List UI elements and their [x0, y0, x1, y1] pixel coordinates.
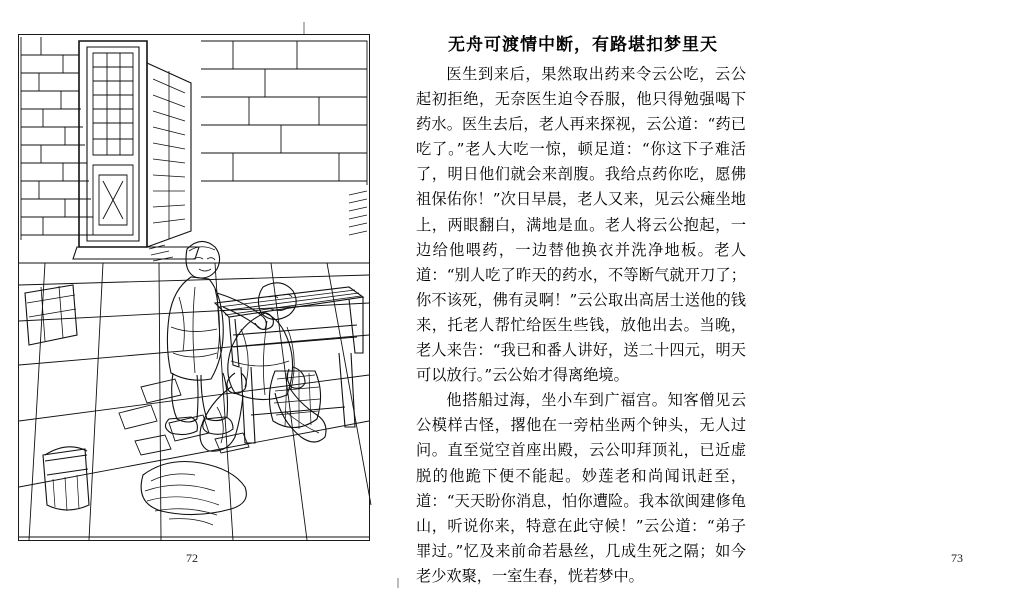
- paragraph-2: 他搭船过海，坐小车到广福宫。知客僧见云公模样古怪，撂他在一旁枯坐两个钟头，无人过问。直至觉空首座出殿，云公叩拜顶礼，已近虚脱的他跪下便不能起。妙莲老和尚闻讯赶至，道：“天天盼你消息，怕你遭险。我本欲闽建修龟山，听说你来，特意在此守候！”云公道：“弟子罪过。”忆及来前命若悬丝，几成生死之隔；如今老少欢聚，一室生春，恍若梦中。: [416, 391, 746, 585]
- illustration-frame: [18, 34, 370, 541]
- chapter-title: 无舟可渡情中断，有路堪扣梦里天: [448, 35, 718, 55]
- page-number-right: 73: [951, 551, 963, 565]
- page-number-left: 72: [186, 551, 198, 565]
- left-page: [0, 0, 385, 593]
- woodcut-illustration: [19, 35, 369, 540]
- paragraph-1: 医生到来后，果然取出药来令云公吃，云公起初拒绝，无奈医生迫令吞服，他只得勉强喝下药水。医生去后，老人再来探视，云公道：“药已吃了。”老人大吃一惊，顿足道：“你这下子难活了，明日他们就会来剖腹。我给点药你吃，愿佛祖保佑你！”次日早晨，老人又来，见云公瘫坐地上，两眼翻白，满地是血。老人将云公抱起，一边给他喂药，一边替他换衣并洗净地板。老人道：“别人吃了昨天的药水，不等断气就开刀了；你不该死，佛有灵啊！”云公取出高居士送他的钱来，托老人帮忙给医生些钱，放他出去。当晚，老人来告：“我已和番人讲好，送二十四元，明天可以放行。”云公始才得离绝境。: [416, 65, 746, 385]
- right-page: [385, 0, 963, 593]
- body-text: [416, 62, 746, 589]
